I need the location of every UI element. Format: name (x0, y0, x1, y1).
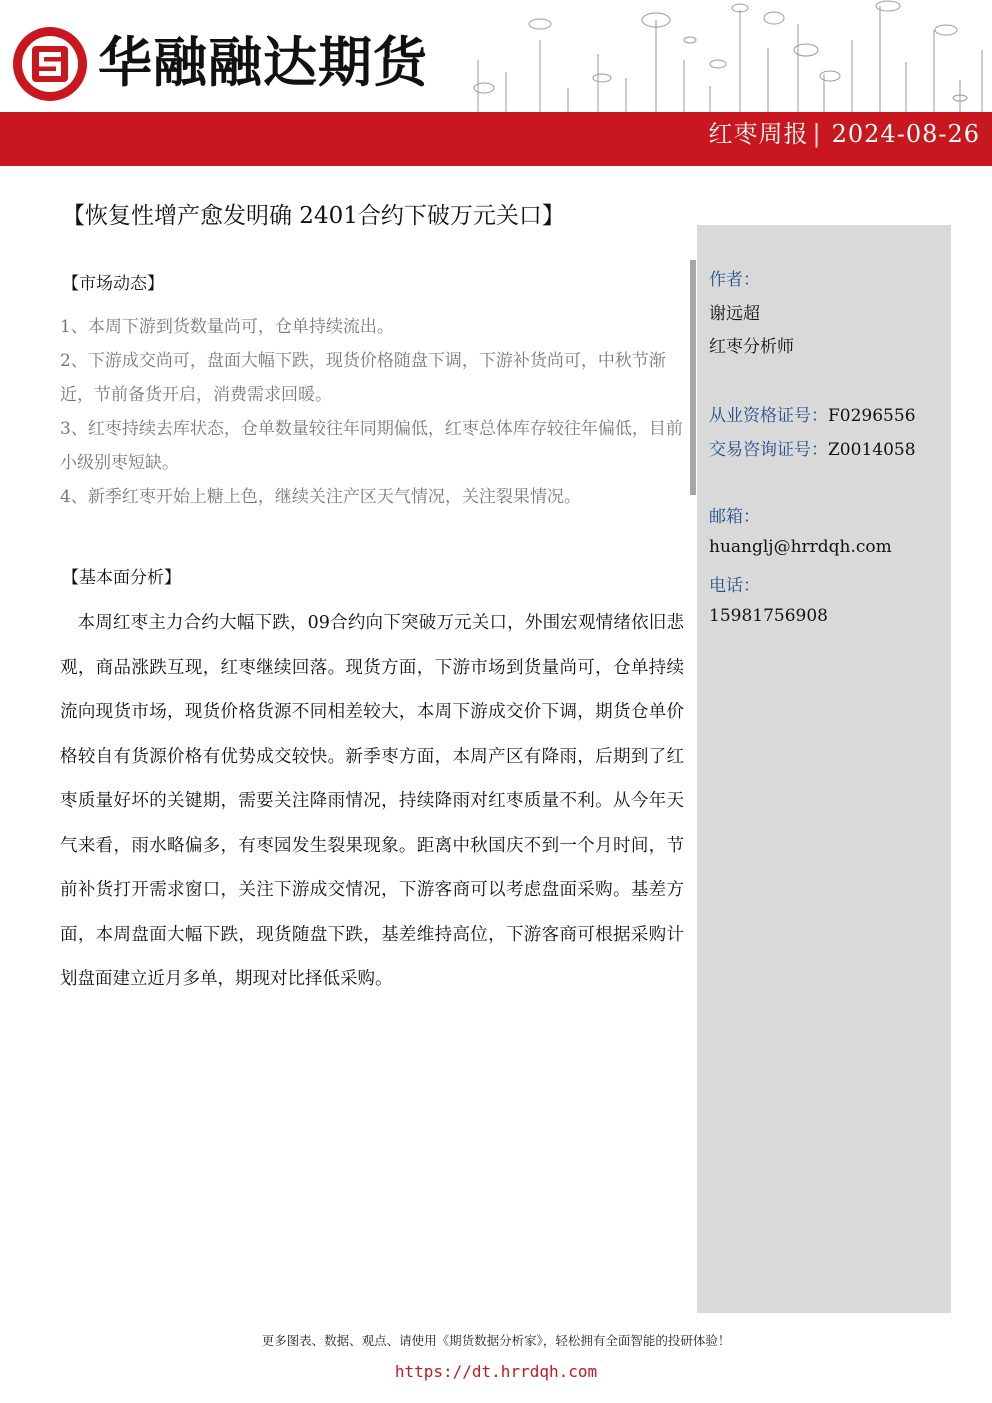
report-date: 2024-08-26 (831, 120, 980, 148)
sidebar-accent-bar (690, 260, 696, 495)
footer-note: 更多图表、数据、观点、请使用《期货数据分析家》，轻松拥有全面智能的投研体验！ (261, 1333, 731, 1348)
email-label: 邮箱： (709, 507, 760, 527)
analysis-body: 本周红枣主力合约大幅下跌，09合约向下突破万元关口，外围宏观情绪依旧悲观，商品涨跌互现，红枣继续回落。现货方面，下游市场到货量尚可，仓单持续流向现货市场，现货价格货源不同相差较大，本周下游成交价下调，期货仓单价格较自有货源价格有优势成交较快。新季枣方面，本周产区有降雨，后期到了红枣质量好坏的关键期，需要关注降雨情况，持续降雨对红枣质量不利。从今年天气来看，雨水略偏多，有枣园发生裂果现象。距离中秋国庆不到一个月时间，节前补货打开需求窗口，关注下游成交情况，下游客商可以考虑盘面采购。基差方面，本周盘面大幅下跌，现货随盘下跌，基差维持高位，下游客商可根据采购计划盘面建立近月多单，期现对比择低采购。 (60, 613, 684, 989)
list-item: 2、下游成交尚可，盘面大幅下跌，现货价格随盘下调，下游补货尚可，中秋节渐近，节前备货开启，消费需求回暖。 (60, 351, 666, 405)
report-type-date (709, 119, 980, 149)
page-header (0, 0, 992, 168)
list-item: 1、本周下游到货数量尚可，仓单持续流出。 (60, 317, 394, 337)
list-item: 3、红枣持续去库状态，仓单数量较往年同期偏低，红枣总体库存较往年偏低，目前小级别枣短缺。 (60, 419, 683, 473)
author-sidebar (697, 225, 951, 1313)
author-title: 红枣分析师 (709, 337, 794, 357)
footer-link[interactable]: https://dt.hrrdqh.com (394, 1362, 598, 1381)
company-logo-icon (10, 24, 90, 104)
consult-row (709, 435, 916, 460)
phone-value: 15981756908 (709, 606, 828, 626)
consult-label: 交易咨询证号： (709, 440, 828, 460)
market-list (60, 310, 685, 514)
report-type: 红枣周报 (708, 120, 809, 148)
separator: | (812, 120, 822, 148)
analysis-heading: 【基本面分析】 (62, 568, 181, 588)
phone-label: 电话： (709, 576, 760, 596)
license-value: F0296556 (828, 406, 916, 426)
author-name: 谢远超 (709, 304, 760, 324)
license-label: 从业资格证号： (709, 406, 828, 426)
license-row (709, 401, 916, 426)
decorative-pattern (458, 0, 992, 112)
consult-value: Z0014058 (828, 440, 916, 460)
list-item: 4、新季红枣开始上糖上色，继续关注产区天气情况，关注裂果情况。 (60, 487, 581, 507)
author-label: 作者： (709, 270, 760, 290)
email-value[interactable]: huanglj@hrrdqh.com (709, 537, 892, 557)
report-title: 【恢复性增产愈发明确 2401合约下破万元关口】 (62, 203, 565, 229)
brand-name: 华融融达期货 (98, 31, 428, 94)
market-heading: 【市场动态】 (62, 274, 164, 294)
